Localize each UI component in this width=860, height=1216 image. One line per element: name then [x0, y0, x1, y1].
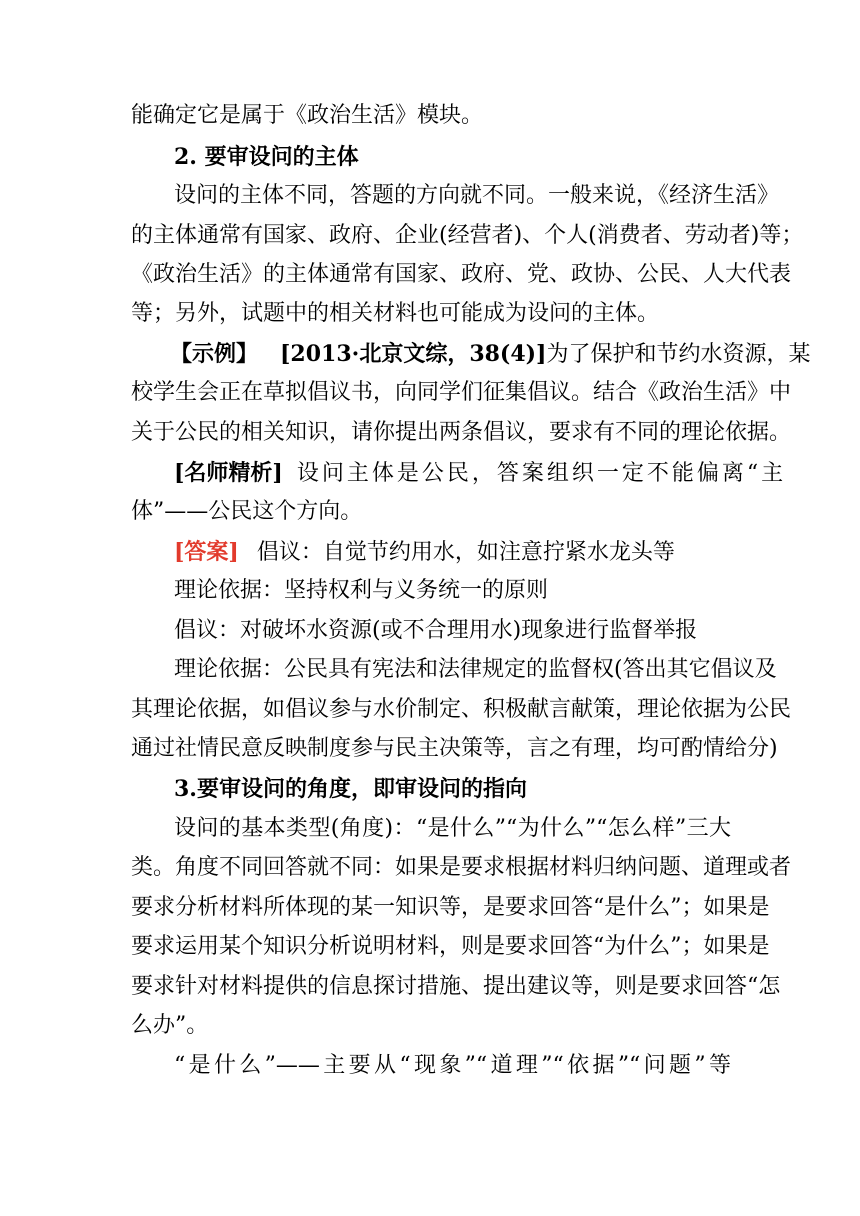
paragraph-line: 么办”。	[131, 1013, 209, 1038]
paragraph-line: 的主体通常有国家、政府、企业(经营者)、个人(消费者、劳动者)等；	[131, 223, 804, 248]
section-heading-3: 3.要审设问的角度，即审设问的指向	[174, 776, 527, 802]
paragraph-line: 通过社情民意反映制度参与民主决策等，言之有理，均可酌情给分)	[131, 736, 778, 761]
example-tag: 【示例】	[170, 341, 259, 367]
paragraph-line: 体”——公民这个方向。	[131, 499, 363, 524]
example-text: 为了保护和节约水资源，某	[546, 342, 811, 367]
paragraph-line: 要求运用某个知识分析说明材料，则是要求回答“为什么”；如果是	[131, 934, 770, 959]
paragraph-line: 设问的基本类型(角度)：“是什么”“为什么”“怎么样”三大	[174, 816, 731, 841]
paragraph-line: 理论依据：坚持权利与义务统一的原则	[174, 578, 549, 603]
answer-text: 倡议：自觉节约用水，如注意拧紧水龙头等	[256, 540, 675, 565]
paragraph-line: 《政治生活》的主体通常有国家、政府、党、政协、公民、人大代表	[131, 262, 792, 287]
paragraph-line: “是什么”——主要从“现象”“道理”“依据”“问题”等	[174, 1053, 731, 1078]
example-source: [2013·北京文综，38(4)]	[280, 341, 547, 367]
analysis-line	[174, 458, 787, 488]
paragraph-line: 校学生会正在草拟倡议书，向同学们征集倡议。结合《政治生活》中	[131, 380, 792, 405]
paragraph-line: 能确定它是属于《政治生活》模块。	[131, 103, 484, 128]
example-line	[170, 339, 811, 369]
paragraph-line: 要求分析材料所体现的某一知识等，是要求回答“是什么”；如果是	[131, 895, 770, 920]
analysis-tag: [名师精析]	[174, 460, 283, 486]
paragraph-line: 类。角度不同回答就不同：如果是要求根据材料归纳问题、道理或者	[131, 855, 792, 880]
paragraph-line: 其理论依据，如倡议参与水价制定、积极献言献策，理论依据为公民	[131, 697, 792, 722]
answer-line	[174, 537, 731, 567]
answer-tag: [答案]	[174, 539, 239, 565]
paragraph-line: 要求针对材料提供的信息探讨措施、提出建议等，则是要求回答“怎	[131, 974, 781, 999]
paragraph-line: 等；另外，试题中的相关材料也可能成为设问的主体。	[131, 301, 660, 326]
paragraph-line: 设问的主体不同，答题的方向就不同。一般来说，《经济生活》	[174, 183, 780, 208]
section-heading-2: 2. 要审设问的主体	[174, 144, 359, 170]
analysis-text: 设问主体是公民，答案组织一定不能偏离“主	[296, 461, 787, 486]
paragraph-line: 关于公民的相关知识，请你提出两条倡议，要求有不同的理论依据。	[131, 420, 792, 445]
paragraph-line: 理论依据：公民具有宪法和法律规定的监督权(答出其它倡议及	[174, 657, 777, 682]
paragraph-line: 倡议：对破坏水资源(或不合理用水)现象进行监督举报	[174, 618, 698, 643]
